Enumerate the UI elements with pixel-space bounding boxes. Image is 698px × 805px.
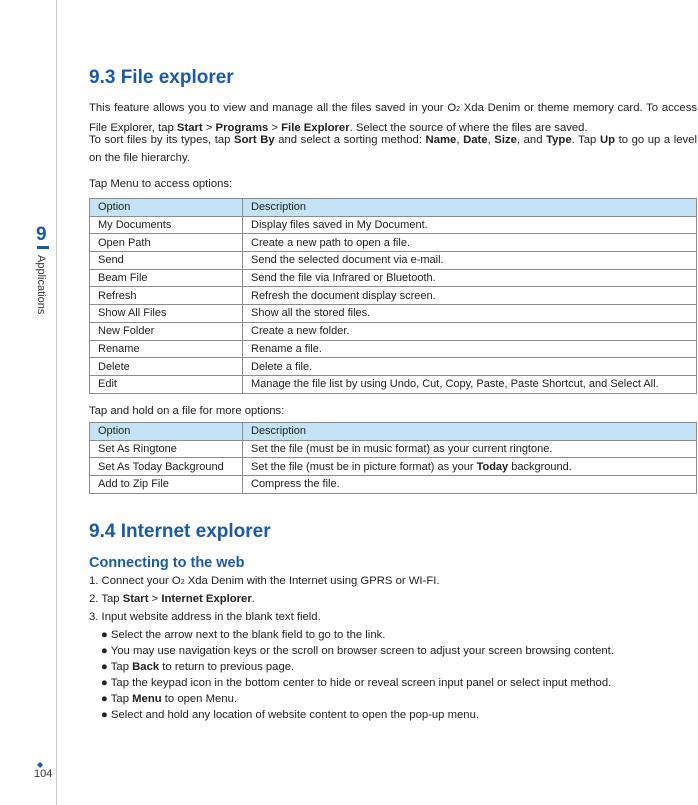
description-cell (243, 476, 697, 494)
table-row (90, 476, 697, 494)
option-cell: Set As Today Background (90, 458, 243, 476)
table-row (90, 322, 697, 340)
description-cell: Delete a file. (243, 358, 697, 376)
subsection-title-connecting: Connecting to the web (89, 555, 245, 571)
text-run: Back (132, 661, 160, 673)
column-header-description: Description (243, 199, 697, 217)
column-header-option: Option (90, 199, 243, 217)
text-run: 3. Input website address in the blank text field. (89, 611, 321, 623)
table-row (90, 305, 697, 323)
text-run: . Tap (571, 134, 600, 146)
text-run: Compress the file. (251, 478, 340, 491)
description-cell: Manage the file list by using Undo, Cut, Copy, Paste, Paste Shortcut, and Select All. (243, 375, 697, 393)
text-run: 2 (180, 579, 185, 586)
option-cell: Set As Ringtone (90, 440, 243, 458)
table-row (90, 458, 697, 476)
text-run: Type (546, 134, 572, 146)
text-run: Programs (215, 122, 269, 134)
text-run: Today (476, 460, 509, 473)
text-run: This feature allows you to view and manage all the files saved in your O (89, 102, 457, 114)
text-run: Internet Explorer (161, 593, 252, 605)
option-cell: Open Path (90, 234, 243, 252)
table-row (90, 252, 697, 270)
text-run: 2. Tap (89, 593, 123, 605)
text-run: Name (425, 134, 457, 146)
table-row (90, 287, 697, 305)
option-cell: Add to Zip File (90, 476, 243, 494)
hold-options-table (89, 422, 697, 494)
bullet-item (101, 706, 479, 724)
description-cell (243, 458, 697, 476)
table-row (90, 375, 697, 393)
description-cell: Create a new path to open a file. (243, 234, 697, 252)
step-3 (89, 608, 321, 626)
text-run: to go up a level on the file hierarchy. (89, 134, 697, 164)
step-2 (89, 590, 255, 608)
text-run: Start (176, 122, 203, 134)
table-row (90, 440, 697, 458)
option-cell: Send (90, 252, 243, 270)
option-cell: Edit (90, 375, 243, 393)
diamond-icon: ◆ (37, 760, 44, 769)
text-run: Size (494, 134, 517, 146)
text-run: . Select the source of where the files are saved. (349, 122, 588, 134)
option-cell: Beam File (90, 269, 243, 287)
section-title-internet-explorer: 9.4 Internet explorer (89, 521, 271, 542)
option-cell: Show All Files (90, 305, 243, 323)
text-run: Xda Denim with the Internet using GPRS or WI-FI. (184, 575, 440, 587)
text-run: Set the file (must be in picture format) as your (251, 460, 477, 473)
text-run: > (148, 593, 162, 605)
text-run: and select a sorting method: (274, 134, 426, 146)
section-title-file-explorer: 9.3 File explorer (89, 67, 234, 88)
text-run: ● Select and hold any location of website content to open the pop-up menu. (101, 709, 479, 721)
text-run: background. (508, 460, 572, 473)
table-row (90, 340, 697, 358)
hold-options-intro: Tap and hold on a file for more options: (89, 405, 285, 417)
text-run: > (268, 122, 282, 134)
margin-rule (56, 0, 57, 805)
table-row (90, 216, 697, 234)
text-run: ● Tap (101, 693, 133, 705)
option-cell: Refresh (90, 287, 243, 305)
text-run: Up (599, 134, 615, 146)
text-run: 1. Connect your O (89, 575, 181, 587)
table-row (90, 358, 697, 376)
text-run: , (456, 134, 464, 146)
text-run: Sort By (234, 134, 275, 146)
description-cell: Send the file via Infrared or Bluetooth. (243, 269, 697, 287)
text-run: To sort files by its types, tap (89, 134, 235, 146)
text-run: ● Tap the keypad icon in the bottom center to hide or reveal screen input panel or select input method. (101, 677, 612, 689)
chapter-marker-bar (37, 246, 49, 249)
page-number: 104 (34, 768, 53, 780)
text-run: ● Tap (101, 661, 133, 673)
description-cell: Refresh the document display screen. (243, 287, 697, 305)
text-run: Set the file (must be in music format) as your current ringtone. (251, 443, 553, 456)
description-cell: Show all the stored files. (243, 305, 697, 323)
chapter-number: 9 (36, 224, 47, 245)
menu-options-intro: Tap Menu to access options: (89, 178, 233, 190)
text-run: to open Menu. (161, 693, 237, 705)
text-run: to return to previous page. (159, 661, 295, 673)
menu-options-table (89, 198, 697, 394)
table-row (90, 269, 697, 287)
description-cell: Send the selected document via e-mail. (243, 252, 697, 270)
text-run: ● You may use navigation keys or the scroll on browser screen to adjust your screen browsing content. (101, 645, 614, 657)
file-explorer-sort (89, 131, 697, 167)
text-run: , (487, 134, 495, 146)
step-1 (89, 572, 440, 592)
text-run: File Explorer (281, 122, 350, 134)
table-header-row (90, 199, 697, 217)
option-cell: My Documents (90, 216, 243, 234)
column-header-description: Description (243, 423, 697, 441)
text-run: Menu (132, 693, 162, 705)
text-run: Xda Denim or theme memory card. To access File Explorer, tap (89, 102, 697, 134)
text-run: . (251, 593, 255, 605)
description-cell (243, 440, 697, 458)
table-row (90, 234, 697, 252)
option-cell: New Folder (90, 322, 243, 340)
text-run: ● Select the arrow next to the blank field to go to the link. (101, 629, 386, 641)
description-cell: Display files saved in My Document. (243, 216, 697, 234)
text-run: Start (122, 593, 149, 605)
option-cell: Rename (90, 340, 243, 358)
text-run: > (202, 122, 216, 134)
description-cell: Rename a file. (243, 340, 697, 358)
table-header-row (90, 423, 697, 441)
text-run: 2 (456, 106, 461, 113)
chapter-label: Applications (35, 255, 47, 315)
text-run: , and (516, 134, 547, 146)
description-cell: Create a new folder. (243, 322, 697, 340)
option-cell: Delete (90, 358, 243, 376)
column-header-option: Option (90, 423, 243, 441)
text-run: Date (463, 134, 488, 146)
